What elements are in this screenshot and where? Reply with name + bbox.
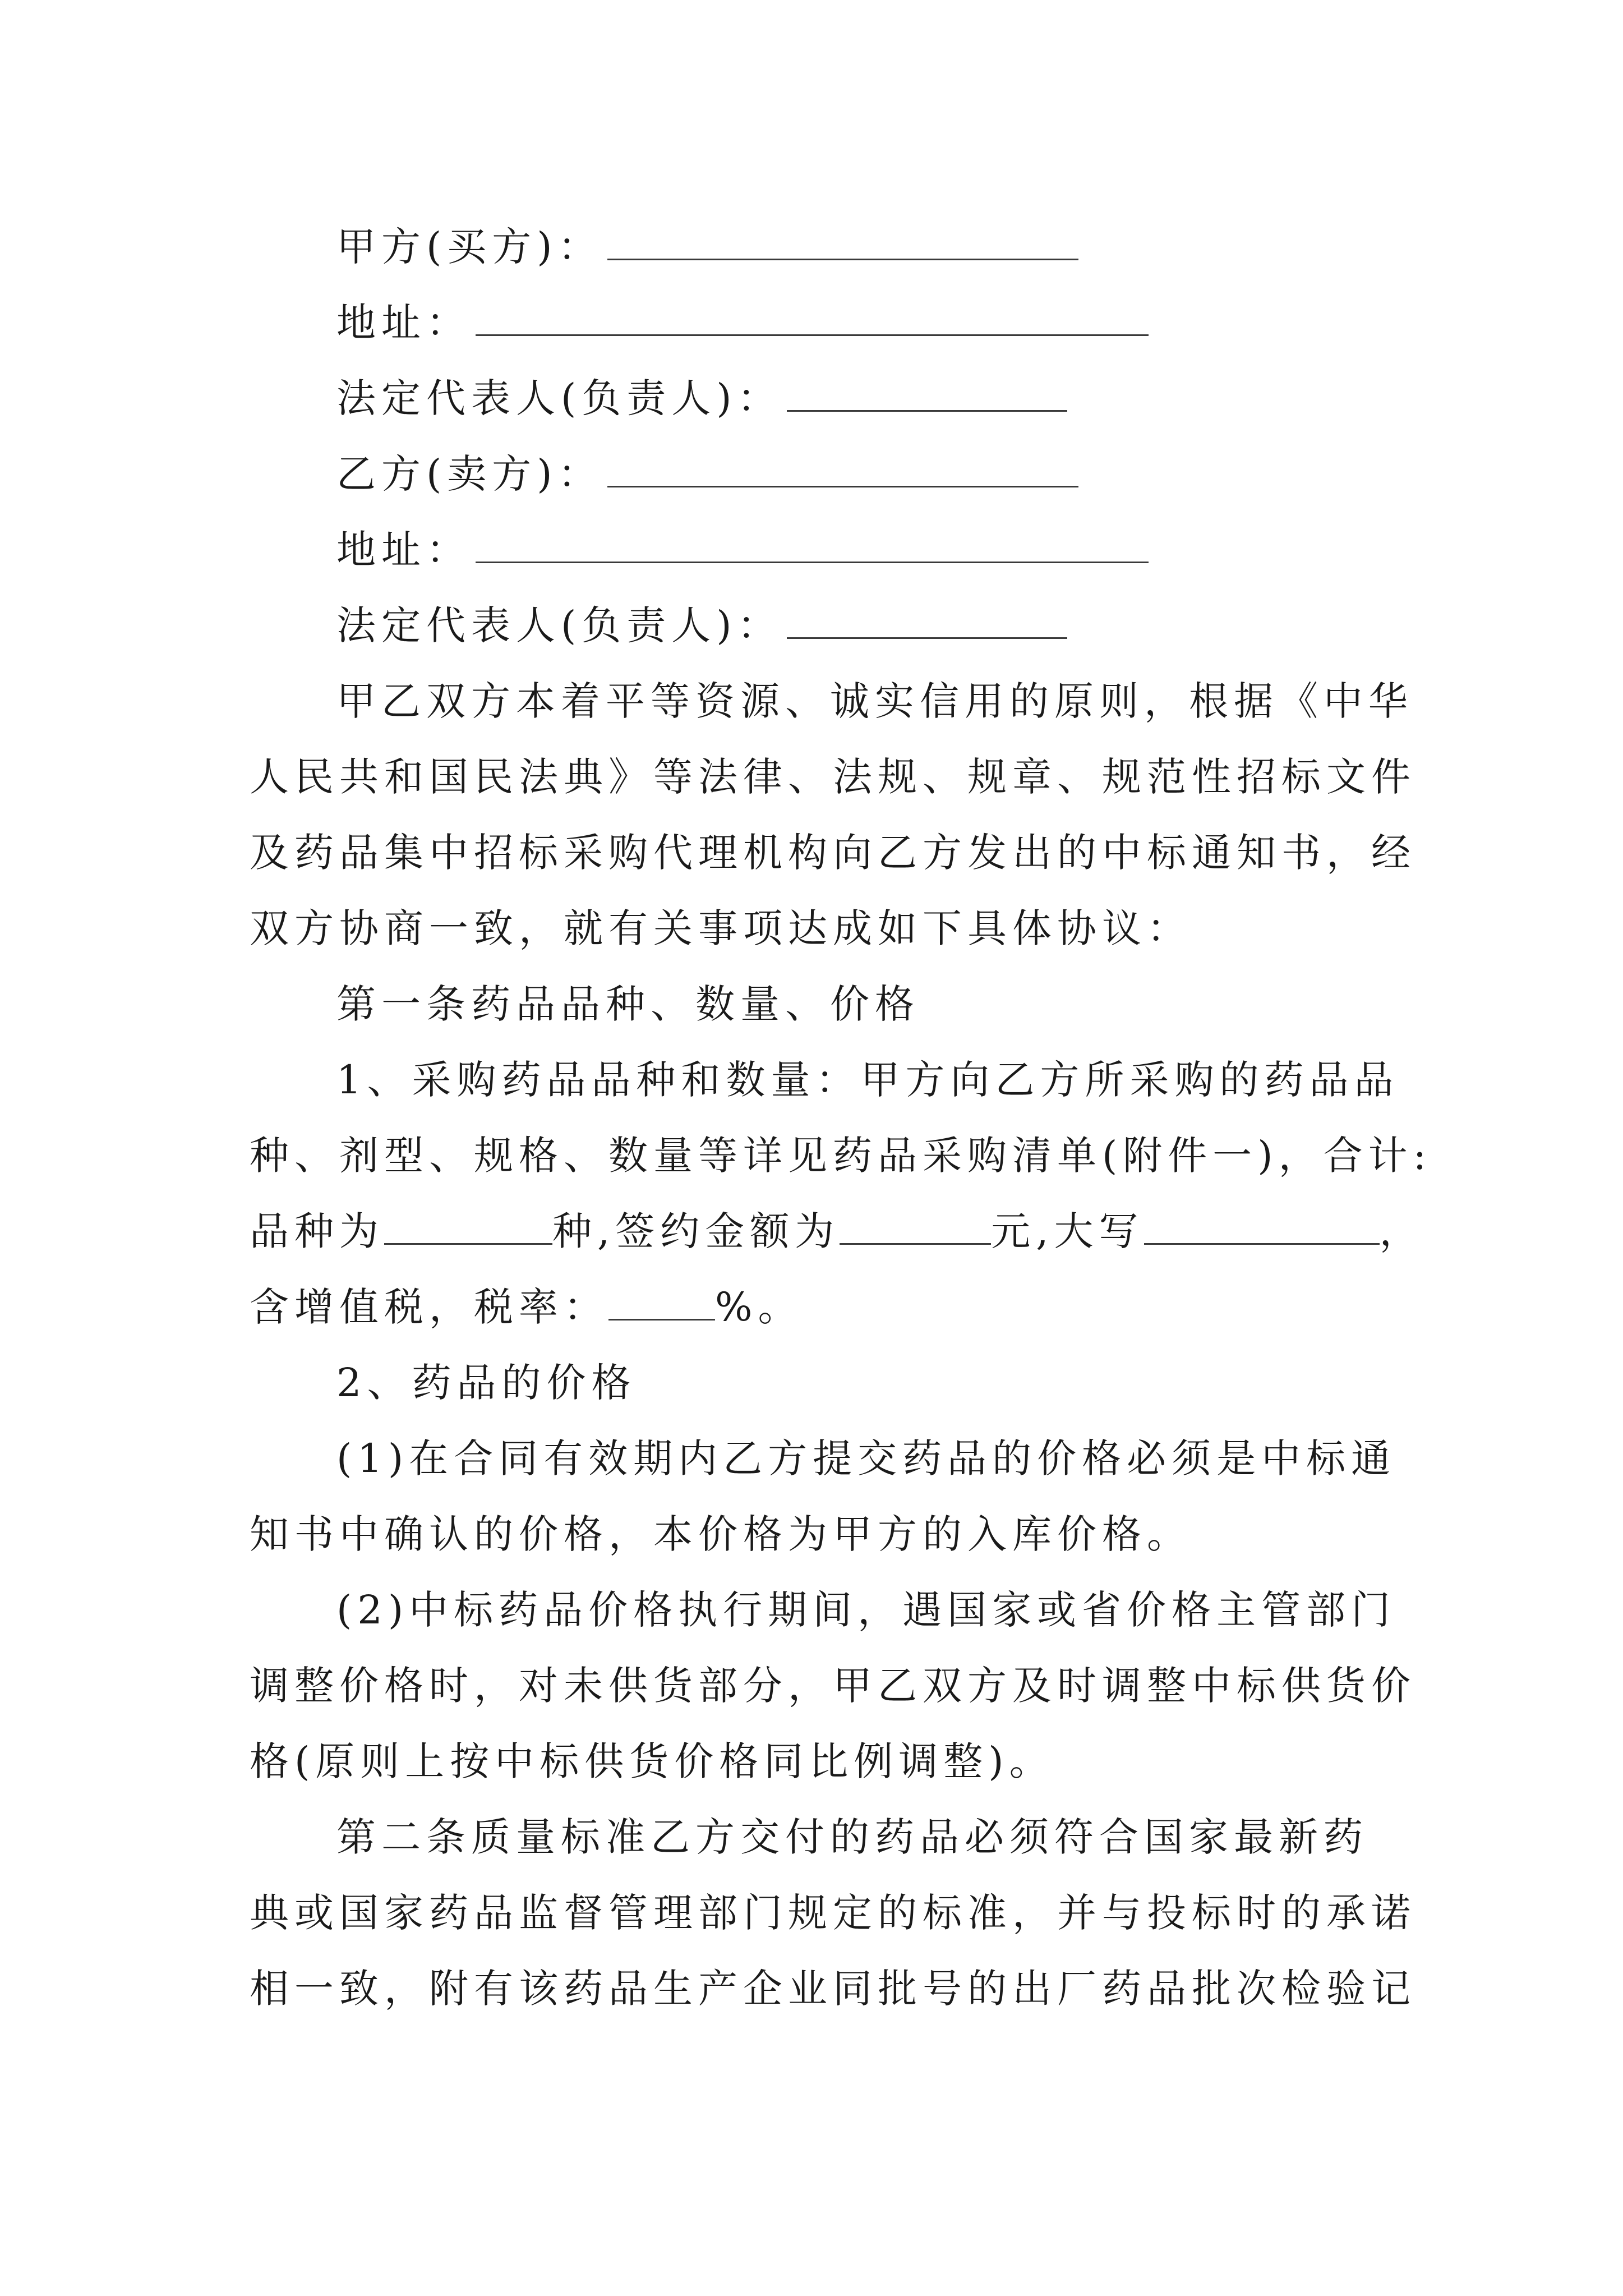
comma: ， <box>1379 1208 1424 1254</box>
article1-item1-line-1: 1、采购药品品种和数量：甲方向乙方所采购的药品品 <box>336 1057 1399 1103</box>
party-a-address-line <box>336 295 1149 351</box>
party-b-line <box>336 446 1078 502</box>
party-a-blank[interactable] <box>607 225 1078 260</box>
amount-blank[interactable] <box>840 1209 991 1245</box>
percent-sign: %。 <box>715 1284 803 1330</box>
article1-item2-p2-line-1: (2)中标药品价格执行期间，遇国家或省价格主管部门 <box>336 1587 1396 1633</box>
amount-label: 种,签约金额为 <box>552 1208 840 1254</box>
uppercase-label: 元,大写 <box>991 1208 1144 1254</box>
tax-rate-blank[interactable] <box>608 1285 715 1320</box>
article1-item1-line-3 <box>250 1203 1424 1259</box>
article2-line-3: 相一致，附有该药品生产企业同批号的出厂药品批次检验记 <box>250 1966 1416 2012</box>
preamble-line-4: 双方协商一致，就有关事项达成如下具体协议： <box>250 905 1192 951</box>
party-b-rep-line <box>336 597 1067 654</box>
party-a-address-label: 地址： <box>336 300 471 346</box>
party-b-label: 乙方(卖方)： <box>336 451 603 497</box>
party-a-label: 甲方(买方)： <box>336 224 603 270</box>
party-b-address-line <box>336 522 1149 578</box>
preamble-line-3: 及药品集中招标采购代理机构向乙方发出的中标通知书，经 <box>250 830 1416 876</box>
party-b-rep-label: 法定代表人(负责人)： <box>336 602 782 648</box>
article1-item1-line-2: 种、剂型、规格、数量等详见药品采购清单(附件一)，合计: <box>250 1133 1432 1179</box>
party-b-address-blank[interactable] <box>476 528 1149 563</box>
preamble-line-2: 人民共和国民法典》等法律、法规、规章、规范性招标文件 <box>250 754 1416 800</box>
article1-item2-p1-line-1: (1)在合同有效期内乙方提交药品的价格必须是中标通 <box>336 1435 1396 1481</box>
party-a-rep-label: 法定代表人(负责人)： <box>336 375 782 421</box>
party-a-rep-blank[interactable] <box>787 376 1067 412</box>
party-a-address-blank[interactable] <box>476 301 1149 336</box>
article1-item2-p2-line-2: 调整价格时，对未供货部分，甲乙双方及时调整中标供货价 <box>250 1663 1416 1709</box>
article1-item2-title: 2、药品的价格 <box>336 1360 637 1406</box>
variety-count-blank[interactable] <box>384 1209 552 1245</box>
party-b-blank[interactable] <box>607 452 1078 487</box>
preamble-line-1: 甲乙双方本着平等资源、诚实信用的原则，根据《中华 <box>336 678 1413 724</box>
tax-label: 含增值税，税率： <box>250 1284 608 1330</box>
article1-item1-line-4 <box>250 1279 803 1335</box>
article1-item2-p2-line-3: 格(原则上按中标供货价格同比例调整)。 <box>250 1738 1054 1784</box>
article2-line-2: 典或国家药品监督管理部门规定的标准，并与投标时的承诺 <box>250 1890 1416 1936</box>
party-a-line <box>336 219 1078 275</box>
article2-line-1: 第二条质量标准乙方交付的药品必须符合国家最新药 <box>336 1814 1368 1860</box>
party-b-address-label: 地址： <box>336 527 471 573</box>
party-a-rep-line <box>336 370 1067 426</box>
article1-item2-p1-line-2: 知书中确认的价格，本价格为甲方的入库价格。 <box>250 1511 1192 1557</box>
party-b-rep-blank[interactable] <box>787 604 1067 639</box>
variety-label: 品种为 <box>250 1208 384 1254</box>
article1-title: 第一条药品品种、数量、价格 <box>336 981 920 1027</box>
uppercase-amount-blank[interactable] <box>1144 1209 1380 1245</box>
